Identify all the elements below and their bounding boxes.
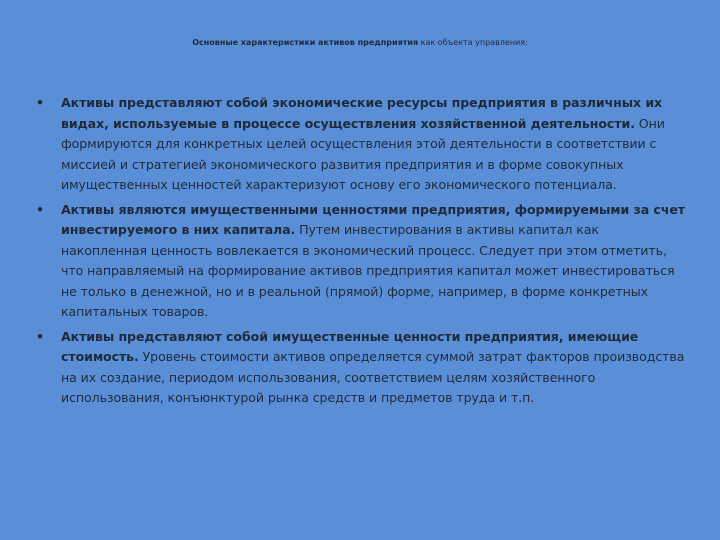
bullet-list xyxy=(36,93,686,413)
title-normal-part: как объекта управления: xyxy=(418,38,528,47)
bullet-bold-text: Активы представляют собой экономические ресурсы предприятия в различных их видах, используемые в процессе осуществления хозяйственной деятельности. xyxy=(61,95,663,131)
bullet-item xyxy=(36,327,686,409)
bullet-item xyxy=(36,200,686,323)
bullet-marker: • xyxy=(36,95,44,110)
title-bold-part: Основные характеристики активов предприятия xyxy=(192,38,419,47)
bullet-marker: • xyxy=(36,201,44,217)
bullet-item xyxy=(36,93,686,196)
slide-title xyxy=(0,37,720,49)
bullet-normal-text: Они формируются для конкретных целей осуществления этой деятельности в соответствии с миссией и стратегией экономического развития предприятия и в форме совокупных имущественных ценностей характеризуют основу его экономического потенциала. xyxy=(61,115,665,192)
bullet-normal-text: Путем инвестирования в активы капитал как накопленная ценность вовлекается в экономический процесс. Следует при этом отметить, что направляемый на формирование активов предприятия капитал может инвестироваться не только в денежной, но и в реальной (прямой) форме, например, в форме конкретных капитальных товаров. xyxy=(61,222,675,319)
bullet-bold-text: Активы являются имущественными ценностями предприятия, формируемыми за счет инвестируемого в них капитала. xyxy=(61,201,685,237)
bullet-bold-text: Активы представляют собой имущественные ценности предприятия, имеющие стоимость. xyxy=(61,328,639,364)
bullet-normal-text: Уровень стоимости активов определяется суммой затрат факторов производства на их создание, периодом использования, соответствием целям хозяйственного использования, конъюнктурой рынка средств и предметов труда и т.п. xyxy=(61,349,685,405)
bullet-marker: • xyxy=(36,328,44,344)
